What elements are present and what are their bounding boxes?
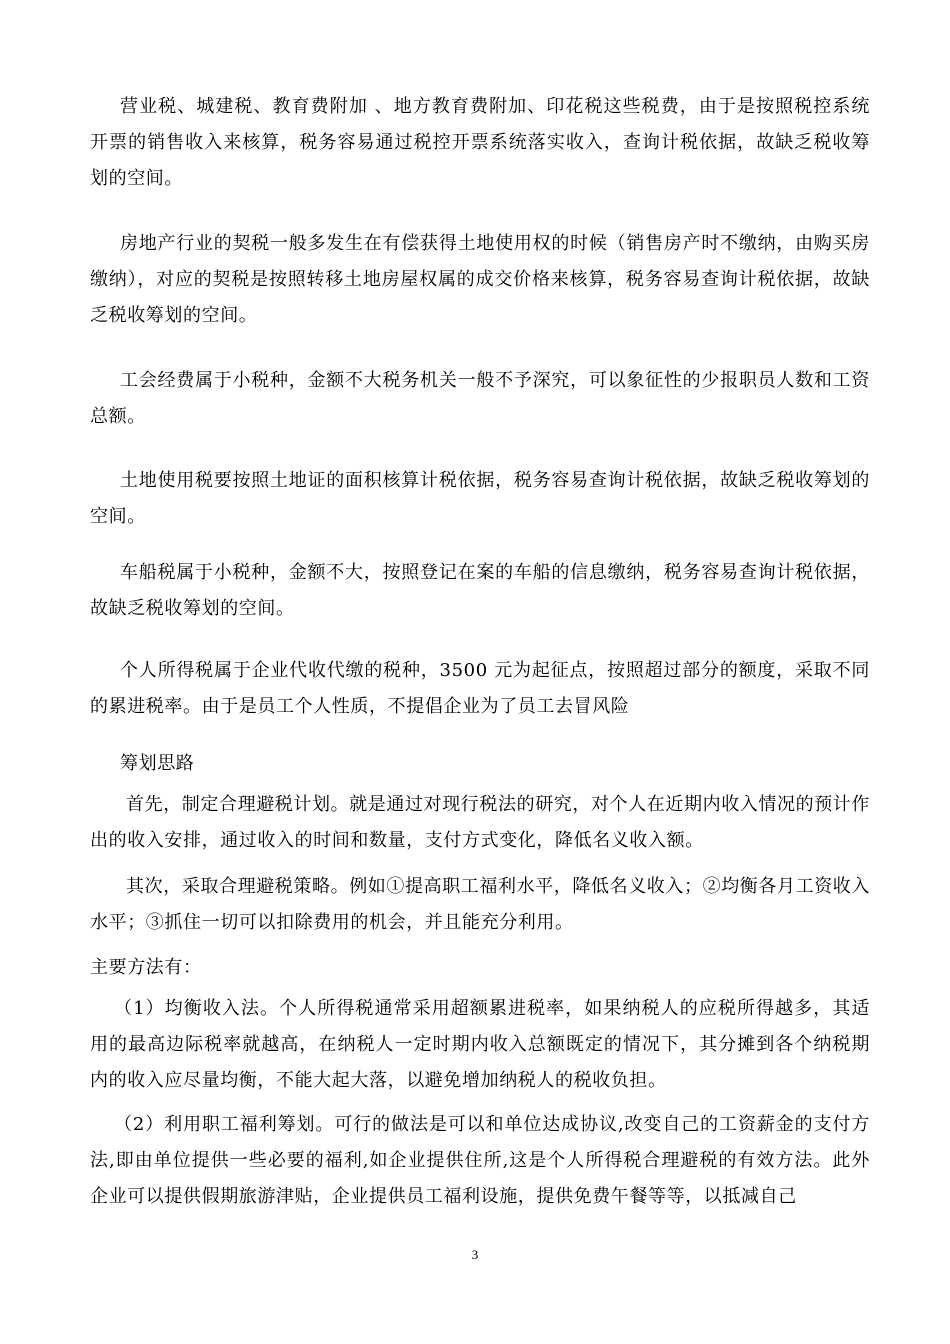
paragraph-deed-tax: 房地产行业的契税一般多发生在有偿获得土地使用权的时候（销售房产时不缴纳，由购买房缴纳），对应的契税是按照转移土地房屋权属的成交价格来核算，税务容易查询计税依据，故缺乏税收筹划的空间。	[90, 233, 870, 326]
paragraph-method-2: （2）利用职工福利筹划。可行的做法是可以和单位达成协议,改变自己的工资薪金的支付方法,即由单位提供一些必要的福利,如企业提供住所,这是个人所得税合理避税的有效方法。此外企业可以提供假期旅游津贴，企业提供员工福利设施，提供免费午餐等等，以抵减自己	[90, 1114, 870, 1207]
paragraph-union-fee: 工会经费属于小税种，金额不大税务机关一般不予深究，可以象征性的少报职员人数和工资总额。	[90, 370, 870, 427]
paragraph-vehicle-tax: 车船税属于小税种，金额不大，按照登记在案的车船的信息缴纳，税务容易查询计税依据，故缺乏税收筹划的空间。	[90, 562, 870, 619]
paragraph-personal-income-tax: 个人所得税属于企业代收代缴的税种，3500 元为起征点，按照超过部分的额度，采取不同的累进税率。由于是员工个人性质，不提倡企业为了员工去冒风险	[90, 660, 870, 717]
section-heading-planning: 筹划思路	[120, 753, 195, 774]
paragraph-business-tax: 营业税、城建税、教育费附加 、地方教育费附加、印花税这些税费，由于是按照税控系统开票的销售收入来核算，税务容易通过税控开票系统落实收入，查询计税依据，故缺乏税收筹划的空间。	[90, 96, 870, 189]
page-number: 3	[471, 1247, 479, 1262]
heading-main-methods: 主要方法有：	[90, 957, 202, 978]
paragraph-method-1: （1）均衡收入法。个人所得税通常采用超额累进税率，如果纳税人的应税所得越多，其适用的最高边际税率就越高，在纳税人一定时期内收入总额既定的情况下，其分摊到各个纳税期内的收入应尽量均衡，不能大起大落，以避免增加纳税人的税收负担。	[90, 998, 870, 1091]
paragraph-land-use-tax: 土地使用税要按照土地证的面积核算计税依据，税务容易查询计税依据，故缺乏税收筹划的空间。	[90, 470, 870, 527]
paragraph-second-strategy: 其次，采取合理避税策略。例如①提高职工福利水平，降低名义收入；②均衡各月工资收入水平；③抓住一切可以扣除费用的机会，并且能充分利用。	[90, 876, 870, 933]
paragraph-first-plan: 首先，制定合理避税计划。就是通过对现行税法的研究，对个人在近期内收入情况的预计作出的收入安排，通过收入的时间和数量，支付方式变化，降低名义收入额。	[90, 794, 870, 851]
